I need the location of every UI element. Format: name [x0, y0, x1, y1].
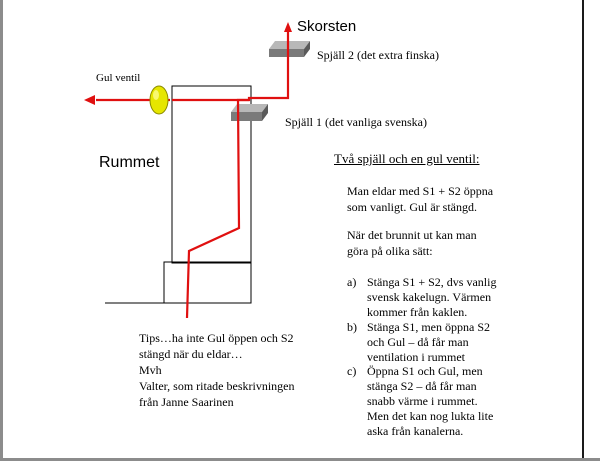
right-scroll-gutter [584, 0, 600, 461]
option-text: Stänga S1, men öppna S2 och Gul – då får man ventilation i rummet [367, 320, 490, 364]
yellow-valve [150, 86, 168, 114]
damper-2-label: Spjäll 2 (det extra finska) [317, 48, 439, 62]
damper-1 [231, 104, 268, 121]
chimney-label: Skorsten [297, 18, 357, 35]
stove-base [164, 262, 251, 303]
valve-label: Gul ventil [96, 72, 141, 84]
info-heading: Två spjäll och en gul ventil: [334, 151, 480, 166]
flue-path [187, 31, 288, 318]
option-letter: b) [347, 320, 357, 334]
damper-2 [269, 41, 310, 57]
option-letter: a) [347, 275, 357, 289]
room-label: Rummet [99, 154, 160, 171]
option-letter: c) [347, 364, 357, 378]
damper-1-label: Spjäll 1 (det vanliga svenska) [285, 115, 427, 129]
valve-arrowhead-left [84, 95, 95, 105]
option-text: Öppna S1 och Gul, men stänga S2 – då får man snabb värme i rummet. Men det kan nog lukta lite aska från kanalerna. [367, 364, 494, 438]
yellow-valve-highlight [153, 90, 159, 100]
info-intro: Man eldar med S1 + S2 öppna som vanligt. Gul är stängd. [347, 184, 494, 214]
flue-arrowhead-up [284, 22, 292, 32]
option-text: Stänga S1 + S2, dvs vanlig svensk kakelugn. Värmen kommer från kaklen. [367, 275, 497, 319]
info-note: När det brunnit ut kan man göra på olika sätt: [347, 228, 477, 258]
tips-note: Tips…ha inte Gul öppen och S2 stängd när du eldar… Mvh Valter, som ritade beskrivningen från Janne Saarinen [139, 331, 295, 409]
